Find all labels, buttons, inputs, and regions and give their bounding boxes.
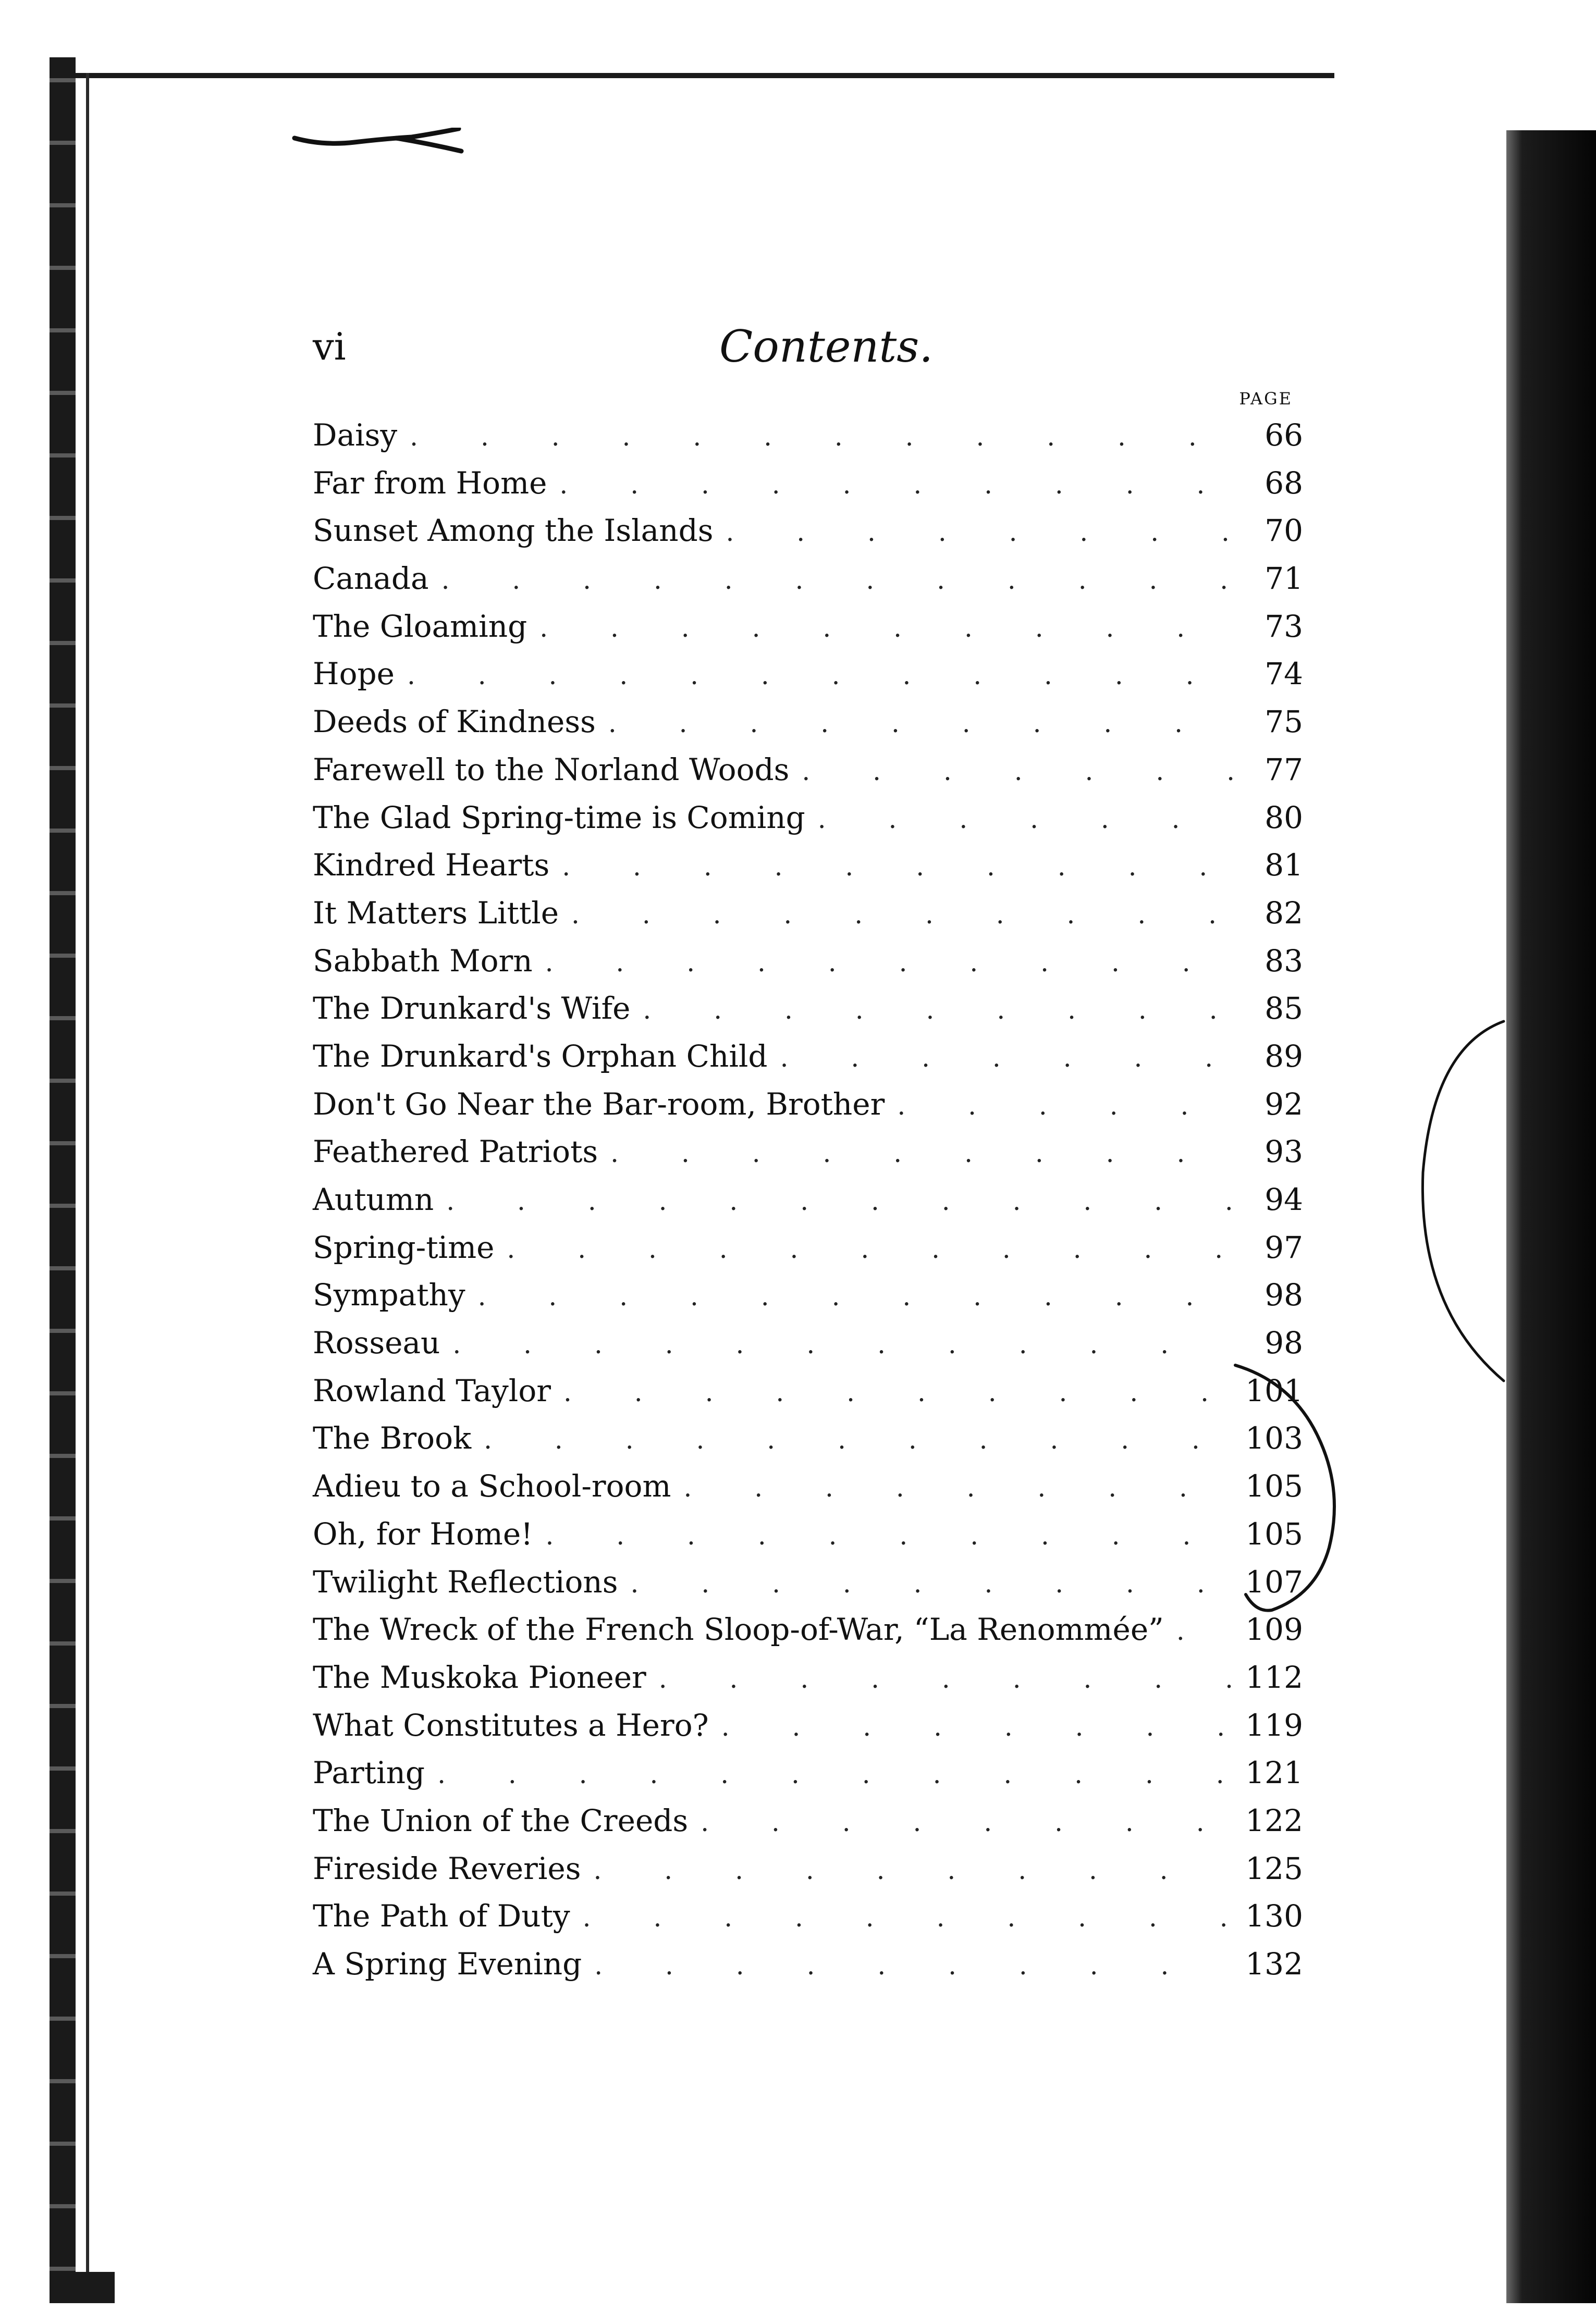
entry-title: Sunset Among the Islands	[313, 513, 714, 549]
contents-entry	[313, 1797, 1303, 1845]
entry-page-number: 130	[1245, 1898, 1303, 1934]
entry-page-number: 98	[1264, 1325, 1303, 1361]
dot-leader	[484, 1416, 1233, 1464]
dot-leader	[802, 748, 1233, 796]
contents-entry	[313, 650, 1303, 698]
dot-leader	[818, 796, 1233, 844]
entry-page-number: 68	[1264, 465, 1303, 501]
entry-page-number: 89	[1264, 1038, 1303, 1074]
entry-title: The Drunkard's Wife	[313, 991, 631, 1027]
contents-entry	[313, 842, 1303, 889]
entry-page-number: 105	[1245, 1468, 1303, 1504]
page-header	[313, 318, 1303, 375]
entry-title: It Matters Little	[313, 895, 559, 931]
dot-leader	[610, 1130, 1233, 1178]
entry-title: Far from Home	[313, 465, 547, 501]
entry-page-number: 105	[1245, 1516, 1303, 1552]
dot-leader	[545, 1512, 1233, 1560]
page-top-edge	[52, 73, 1334, 78]
dot-leader	[446, 1178, 1233, 1226]
dot-leader	[683, 1464, 1233, 1512]
entry-title: The Muskoka Pioneer	[313, 1659, 646, 1695]
entry-title: Spring-time	[313, 1229, 495, 1265]
contents-entry	[313, 1415, 1303, 1463]
contents-entry	[313, 1128, 1303, 1176]
page-left-edge	[50, 57, 76, 2303]
dot-leader	[571, 891, 1233, 939]
entry-title: A Spring Evening	[313, 1946, 582, 1982]
entry-title: Rowland Taylor	[313, 1373, 551, 1408]
entry-title: Rosseau	[313, 1325, 440, 1361]
entry-page-number: 119	[1245, 1707, 1303, 1743]
entry-page-number: 121	[1245, 1755, 1303, 1791]
contents-entry	[313, 1319, 1303, 1367]
dot-leader	[583, 1894, 1233, 1942]
contents-entry	[313, 889, 1303, 937]
entry-page-number: 93	[1264, 1134, 1303, 1170]
entry-title: What Constitutes a Hero?	[313, 1707, 709, 1743]
contents-entry	[313, 460, 1303, 508]
dot-leader	[721, 1703, 1233, 1751]
contents-entry	[313, 1654, 1303, 1702]
dot-leader	[659, 1655, 1233, 1703]
page-left-rule	[86, 73, 89, 2298]
entry-title: Hope	[313, 656, 395, 692]
contents-entry	[313, 1081, 1303, 1129]
entry-page-number: 73	[1264, 608, 1303, 644]
entry-title: The Wreck of the French Sloop-of-War, “La Renommée”	[313, 1612, 1164, 1648]
entry-title: Kindred Hearts	[313, 847, 550, 883]
entry-title: Farewell to the Norland Woods	[313, 751, 790, 787]
entry-title: Parting	[313, 1755, 425, 1791]
entry-page-number: 81	[1264, 847, 1303, 883]
dot-leader	[1176, 1608, 1233, 1655]
entry-title: Adieu to a School-room	[313, 1468, 671, 1504]
dot-leader	[594, 1847, 1233, 1895]
dot-leader	[631, 1560, 1233, 1608]
entry-title: Canada	[313, 561, 429, 597]
contents-entry	[313, 1033, 1303, 1081]
dot-leader	[539, 604, 1233, 652]
dot-leader	[452, 1321, 1233, 1369]
binding-spine-shadow	[1506, 130, 1596, 2303]
contents-entry	[313, 555, 1303, 603]
dot-leader	[563, 1369, 1233, 1417]
contents-entry	[313, 937, 1303, 985]
entry-page-number: 112	[1245, 1659, 1303, 1695]
entry-page-number: 92	[1264, 1086, 1303, 1122]
entry-page-number: 109	[1245, 1612, 1303, 1648]
entry-page-number: 71	[1264, 561, 1303, 597]
dot-leader	[780, 1034, 1233, 1082]
entry-title: Sympathy	[313, 1277, 465, 1313]
contents-entry	[313, 794, 1303, 842]
entry-title: Sabbath Morn	[313, 943, 533, 979]
entry-title: The Union of the Creeds	[313, 1802, 689, 1838]
contents-entry	[313, 507, 1303, 555]
dot-leader	[701, 1799, 1233, 1847]
dot-leader	[726, 509, 1233, 557]
entry-page-number: 77	[1264, 751, 1303, 787]
dot-leader	[437, 1751, 1233, 1799]
contents-list	[313, 412, 1303, 1988]
contents-entry	[313, 603, 1303, 651]
entry-title: The Path of Duty	[313, 1898, 570, 1934]
dot-leader	[545, 939, 1233, 987]
contents-entry	[313, 1702, 1303, 1750]
entry-page-number: 83	[1264, 943, 1303, 979]
entry-title: The Brook	[313, 1420, 472, 1456]
entry-title: Autumn	[313, 1182, 434, 1217]
dot-leader	[407, 652, 1233, 700]
entry-page-number: 80	[1264, 799, 1303, 835]
entry-page-number: 101	[1245, 1373, 1303, 1408]
entry-title: The Gloaming	[313, 608, 527, 644]
contents-entry	[313, 1940, 1303, 1988]
dot-leader	[897, 1082, 1233, 1130]
dot-leader	[478, 1273, 1233, 1321]
contents-entry	[313, 985, 1303, 1033]
contents-entry	[313, 1559, 1303, 1606]
dot-leader	[562, 843, 1233, 891]
contents-entry	[313, 1845, 1303, 1893]
dot-leader	[441, 557, 1233, 604]
entry-title: The Glad Spring-time is Coming	[313, 799, 805, 835]
contents-entry	[313, 412, 1303, 460]
contents-entry	[313, 1367, 1303, 1415]
entry-page-number: 70	[1264, 513, 1303, 549]
running-title: Contents.	[719, 321, 934, 372]
entry-page-number: 74	[1264, 656, 1303, 692]
entry-title: Deeds of Kindness	[313, 704, 596, 740]
entry-page-number: 85	[1264, 991, 1303, 1027]
contents-entry	[313, 1893, 1303, 1940]
contents-entry	[313, 698, 1303, 746]
entry-page-number: 125	[1245, 1850, 1303, 1886]
dot-leader	[608, 700, 1233, 748]
pencil-arc-mark	[1413, 1016, 1506, 1391]
contents-entry	[313, 1606, 1303, 1654]
page-number-roman: vi	[313, 325, 346, 368]
contents-entry	[313, 1463, 1303, 1511]
entry-page-number: 66	[1264, 417, 1303, 453]
contents-entry	[313, 1271, 1303, 1319]
entry-page-number: 107	[1245, 1564, 1303, 1600]
page-corner-shadow	[52, 2272, 115, 2303]
ink-scribble-mark	[292, 128, 464, 154]
entry-page-number: 122	[1245, 1802, 1303, 1838]
dot-leader	[594, 1942, 1233, 1990]
entry-title: Twilight Reflections	[313, 1564, 618, 1600]
entry-page-number: 97	[1264, 1229, 1303, 1265]
entry-page-number: 103	[1245, 1420, 1303, 1456]
dot-leader	[507, 1226, 1233, 1274]
entry-page-number: 82	[1264, 895, 1303, 931]
entry-title: Fireside Reveries	[313, 1850, 581, 1886]
entry-title: Don't Go Near the Bar-room, Brother	[313, 1086, 885, 1122]
contents-entry	[313, 1511, 1303, 1559]
entry-title: Oh, for Home!	[313, 1516, 533, 1552]
contents-entry	[313, 1176, 1303, 1224]
contents-entry	[313, 1749, 1303, 1797]
dot-leader	[643, 986, 1233, 1034]
entry-title: The Drunkard's Orphan Child	[313, 1038, 768, 1074]
entry-title: Daisy	[313, 417, 398, 453]
page-column-label: PAGE	[1239, 389, 1293, 409]
entry-page-number: 75	[1264, 704, 1303, 740]
dot-leader	[559, 461, 1233, 509]
entry-page-number: 132	[1245, 1946, 1303, 1982]
entry-page-number: 98	[1264, 1277, 1303, 1313]
entry-page-number: 94	[1264, 1182, 1303, 1217]
entry-title: Feathered Patriots	[313, 1134, 598, 1170]
dot-leader	[410, 413, 1233, 461]
contents-entry	[313, 1224, 1303, 1272]
contents-entry	[313, 746, 1303, 794]
